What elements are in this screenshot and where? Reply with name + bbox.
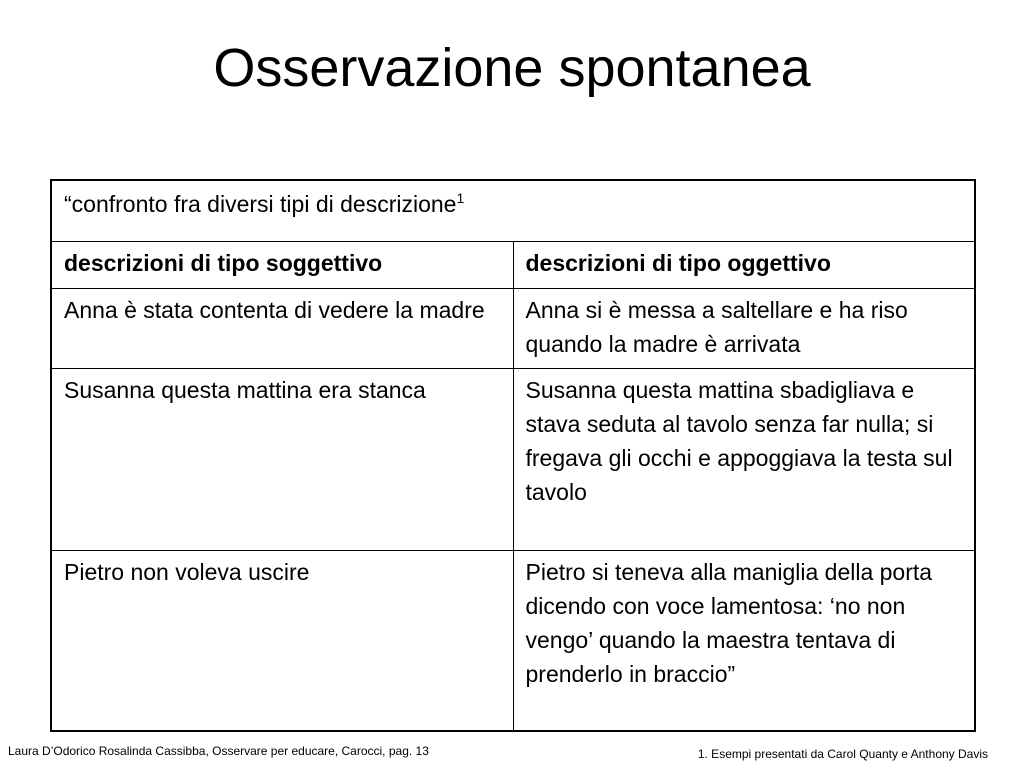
footer-footnote: 1. Esempi presentati da Carol Quanty e Anthony Davis bbox=[697, 747, 988, 761]
table-caption bbox=[51, 180, 975, 242]
footer-citation: Laura D’Odorico Rosalinda Cassibba, Osservare per educare, Carocci, pag. 13 bbox=[8, 744, 429, 758]
table-row bbox=[51, 551, 975, 731]
header-subjective: descrizioni di tipo soggettivo bbox=[51, 242, 513, 289]
cell-subjective: Anna è stata contenta di vedere la madre bbox=[51, 289, 513, 369]
table-row bbox=[51, 369, 975, 551]
table-row bbox=[51, 289, 975, 369]
table-header-row bbox=[51, 242, 975, 289]
cell-objective: Pietro si teneva alla maniglia della porta dicendo con voce lamentosa: ‘no non vengo’ quando la maestra tentava di prenderlo in braccio” bbox=[513, 551, 975, 731]
slide-title: Osservazione spontanea bbox=[213, 38, 811, 98]
footnote-marker: 1 bbox=[456, 190, 465, 206]
header-objective: descrizioni di tipo oggettivo bbox=[513, 242, 975, 289]
cell-objective: Anna si è messa a saltellare e ha riso quando la madre è arrivata bbox=[513, 289, 975, 369]
table-caption-row bbox=[51, 180, 975, 242]
comparison-table bbox=[50, 179, 976, 732]
cell-subjective: Susanna questa mattina era stanca bbox=[51, 369, 513, 551]
cell-objective: Susanna questa mattina sbadigliava e stava seduta al tavolo senza far nulla; si fregava gli occhi e appoggiava la testa sul tavolo bbox=[513, 369, 975, 551]
table-caption-text: “confronto fra diversi tipi di descrizione bbox=[64, 191, 457, 217]
cell-subjective: Pietro non voleva uscire bbox=[51, 551, 513, 731]
